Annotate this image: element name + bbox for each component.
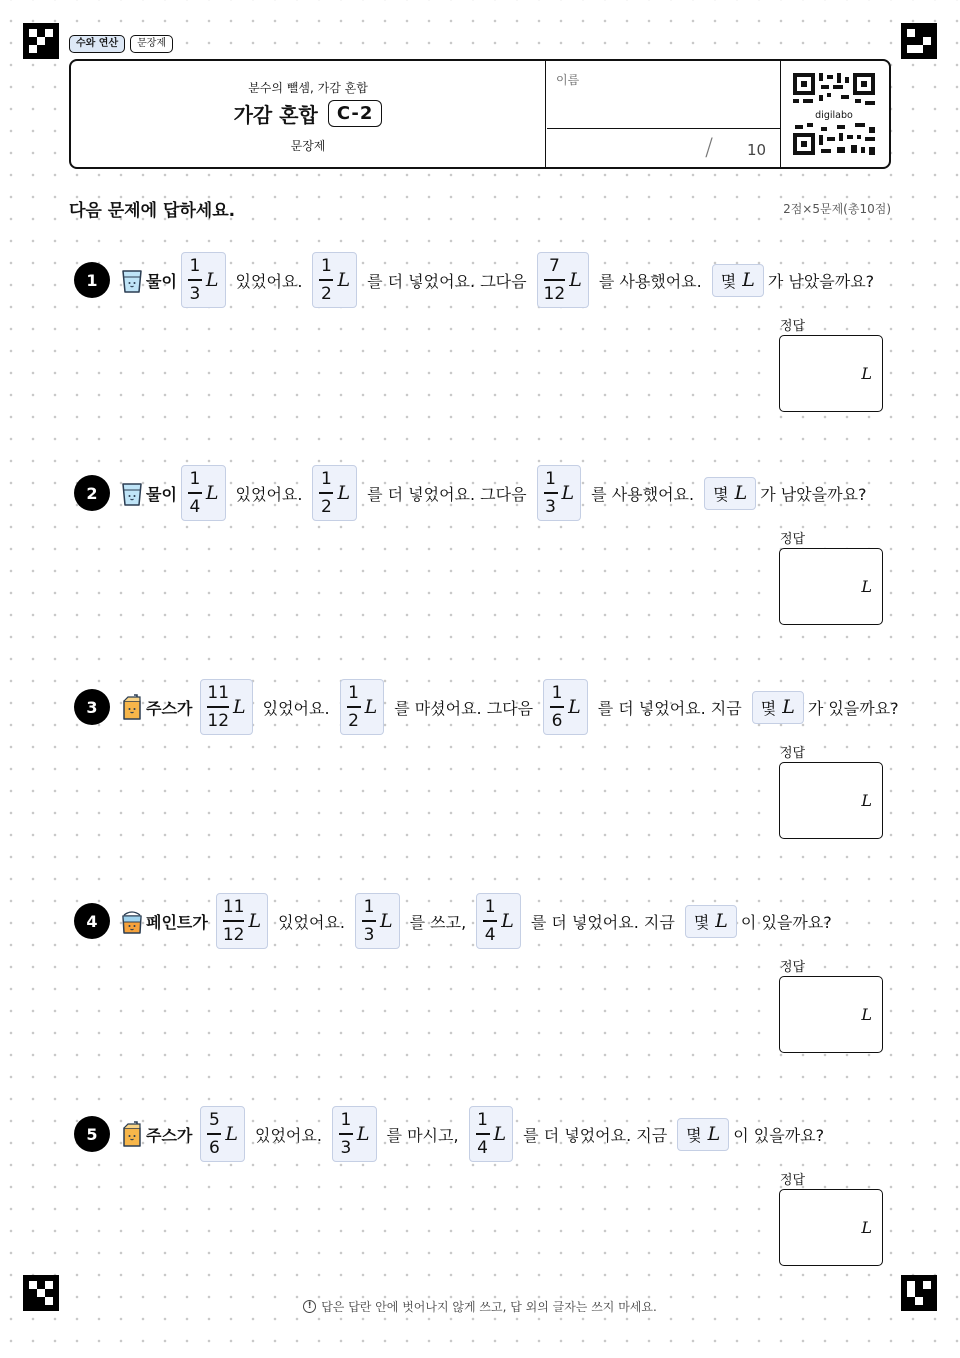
answer-label: 정답 bbox=[780, 532, 806, 547]
numerator: 1 bbox=[363, 897, 375, 918]
score-field[interactable] bbox=[547, 129, 781, 167]
question-end: 가 남았을까요? bbox=[767, 271, 875, 291]
question-3 bbox=[74, 677, 899, 737]
score-total: 10 bbox=[747, 141, 767, 159]
name-label: 이름 bbox=[556, 73, 580, 87]
how-much-chip bbox=[677, 1118, 729, 1151]
answer-label: 정답 bbox=[780, 319, 806, 334]
answer-unit: L bbox=[861, 1005, 872, 1024]
unit-label: L bbox=[356, 1123, 370, 1145]
worksheet-header bbox=[69, 59, 891, 169]
worksheet-title: 가감 혼합 bbox=[233, 103, 318, 127]
question-subject: 페인트가 bbox=[146, 912, 208, 932]
numerator: 1 bbox=[484, 897, 496, 918]
score-slash: / bbox=[705, 133, 714, 161]
juice-box-icon bbox=[120, 693, 144, 721]
unit-label: L bbox=[337, 269, 351, 291]
answer-box[interactable] bbox=[779, 335, 883, 412]
numerator: 1 bbox=[551, 683, 563, 704]
denominator: 6 bbox=[208, 1137, 220, 1158]
denominator: 4 bbox=[477, 1137, 488, 1158]
answer-unit: L bbox=[861, 364, 872, 383]
unit-label: L bbox=[782, 696, 795, 718]
answer-label: 정답 bbox=[780, 746, 806, 761]
answer-box[interactable] bbox=[779, 762, 883, 839]
how-much-chip bbox=[704, 477, 756, 510]
denominator: 4 bbox=[189, 496, 201, 517]
question-1 bbox=[74, 250, 874, 310]
fraction-chip bbox=[355, 893, 400, 949]
question-number: 5 bbox=[74, 1116, 110, 1152]
qr-label: digilabo bbox=[815, 110, 853, 121]
tag-list bbox=[69, 35, 173, 53]
denominator: 2 bbox=[348, 710, 359, 731]
ask-word: 몇 bbox=[693, 912, 710, 932]
question-text: 를 사용했어요. bbox=[591, 484, 695, 504]
denominator: 3 bbox=[363, 924, 375, 945]
question-number: 1 bbox=[74, 262, 110, 298]
unit-label: L bbox=[715, 910, 728, 932]
question-text: 를 마셨어요. 그다음 bbox=[394, 698, 534, 718]
question-number: 2 bbox=[74, 475, 110, 511]
denominator: 6 bbox=[551, 710, 563, 731]
worksheet-subtitle: 분수의 뺄셈, 가감 혼합 bbox=[248, 81, 368, 95]
question-subject: 주스가 bbox=[146, 698, 193, 718]
fraction-chip bbox=[200, 679, 252, 735]
unit-label: L bbox=[707, 1123, 721, 1145]
question-subject: 물이 bbox=[146, 271, 177, 291]
numerator: 1 bbox=[477, 1110, 488, 1131]
unit-label: L bbox=[569, 269, 582, 291]
unit-label: L bbox=[561, 482, 575, 504]
question-text: 있었어요. bbox=[262, 698, 330, 718]
type-tag: 문장제 bbox=[130, 35, 173, 53]
denominator: 3 bbox=[545, 496, 556, 517]
denominator: 3 bbox=[340, 1137, 352, 1158]
numerator: 1 bbox=[321, 469, 332, 490]
denominator: 2 bbox=[321, 283, 332, 304]
numerator: 1 bbox=[340, 1110, 352, 1131]
numerator: 7 bbox=[548, 256, 560, 277]
fraction-chip bbox=[312, 252, 357, 308]
question-subject: 주스가 bbox=[146, 1125, 193, 1145]
numerator: 5 bbox=[208, 1110, 220, 1131]
unit-label: L bbox=[742, 269, 755, 291]
fraction-chip bbox=[181, 465, 226, 521]
fraction-chip bbox=[332, 1106, 377, 1162]
denominator: 12 bbox=[207, 710, 230, 731]
answer-label: 정답 bbox=[780, 1173, 806, 1188]
question-end: 이 있을까요? bbox=[740, 912, 832, 932]
title-block bbox=[71, 61, 546, 167]
answer-box[interactable] bbox=[779, 548, 883, 625]
question-text: 를 더 넣었어요. 지금 bbox=[530, 912, 675, 932]
corner-marker-top-right bbox=[901, 23, 937, 59]
paint-can-icon bbox=[120, 907, 144, 935]
how-much-chip bbox=[712, 264, 764, 297]
denominator: 3 bbox=[189, 283, 201, 304]
numerator: 11 bbox=[222, 897, 245, 918]
answer-unit: L bbox=[861, 577, 872, 596]
footer-note bbox=[0, 1298, 960, 1315]
question-text: 있었어요. bbox=[278, 912, 346, 932]
question-5 bbox=[74, 1104, 824, 1164]
denominator: 4 bbox=[484, 924, 496, 945]
answer-unit: L bbox=[861, 1218, 872, 1237]
unit-label: L bbox=[501, 910, 514, 932]
question-text: 를 더 넣었어요. 그다음 bbox=[367, 484, 527, 504]
question-text: 를 더 넣었어요. 지금 bbox=[597, 698, 742, 718]
name-field[interactable] bbox=[547, 61, 781, 129]
fraction-chip bbox=[537, 465, 582, 521]
unit-label: L bbox=[380, 910, 393, 932]
question-subject: 물이 bbox=[146, 484, 177, 504]
question-2 bbox=[74, 463, 867, 523]
unit-label: L bbox=[493, 1123, 507, 1145]
ask-word: 몇 bbox=[713, 484, 729, 504]
points-info: 2점×5문제(총10점) bbox=[783, 202, 891, 216]
fraction-chip bbox=[543, 679, 588, 735]
question-4 bbox=[74, 891, 832, 951]
fraction-chip bbox=[340, 679, 385, 735]
question-end: 가 있을까요? bbox=[807, 698, 899, 718]
how-much-chip bbox=[685, 905, 737, 938]
answer-box[interactable] bbox=[779, 1189, 883, 1266]
qr-code-icon bbox=[791, 71, 877, 157]
worksheet-code: C-2 bbox=[328, 100, 383, 127]
numerator: 1 bbox=[189, 256, 201, 277]
unit-label: L bbox=[568, 696, 581, 718]
corner-marker-top-left bbox=[23, 23, 59, 59]
unit-label: L bbox=[337, 482, 351, 504]
answer-box[interactable] bbox=[779, 976, 883, 1053]
water-cup-icon bbox=[120, 266, 144, 294]
ask-word: 몇 bbox=[720, 271, 737, 291]
fraction-chip bbox=[476, 893, 521, 949]
unit-label: L bbox=[248, 910, 262, 932]
question-end: 이 있을까요? bbox=[733, 1125, 825, 1145]
worksheet-type: 문장제 bbox=[290, 139, 326, 153]
fraction-chip bbox=[537, 252, 589, 308]
unit-label: L bbox=[233, 696, 246, 718]
ask-word: 몇 bbox=[686, 1125, 702, 1145]
denominator: 12 bbox=[222, 924, 245, 945]
answer-unit: L bbox=[861, 791, 872, 810]
info-icon: ! bbox=[303, 1300, 316, 1313]
question-text: 있었어요. bbox=[235, 271, 303, 291]
numerator: 1 bbox=[545, 469, 556, 490]
numerator: 1 bbox=[189, 469, 201, 490]
water-cup-icon bbox=[120, 479, 144, 507]
numerator: 11 bbox=[207, 683, 230, 704]
denominator: 2 bbox=[321, 496, 332, 517]
unit-label: L bbox=[205, 269, 219, 291]
unit-label: L bbox=[364, 696, 378, 718]
question-text: 를 더 넣었어요. 지금 bbox=[523, 1125, 668, 1145]
ask-word: 몇 bbox=[760, 698, 777, 718]
question-text: 를 사용했어요. bbox=[598, 271, 702, 291]
question-text: 있었어요. bbox=[255, 1125, 322, 1145]
question-text: 있었어요. bbox=[235, 484, 303, 504]
instruction: 다음 문제에 답하세요. bbox=[69, 201, 236, 221]
category-tag: 수와 연산 bbox=[69, 35, 125, 53]
fraction-chip bbox=[312, 465, 357, 521]
denominator: 12 bbox=[543, 283, 566, 304]
question-number: 3 bbox=[74, 689, 110, 725]
fraction-chip bbox=[181, 252, 226, 308]
question-number: 4 bbox=[74, 903, 110, 939]
answer-label: 정답 bbox=[780, 960, 806, 975]
fraction-chip bbox=[216, 893, 268, 949]
unit-label: L bbox=[225, 1123, 238, 1145]
question-text: 를 더 넣었어요. 그다음 bbox=[367, 271, 527, 291]
question-text: 를 마시고, bbox=[386, 1125, 459, 1145]
how-much-chip bbox=[752, 691, 804, 724]
unit-label: L bbox=[734, 482, 748, 504]
question-end: 가 남았을까요? bbox=[760, 484, 867, 504]
juice-box-icon bbox=[120, 1120, 144, 1148]
numerator: 1 bbox=[321, 256, 332, 277]
fraction-chip bbox=[469, 1106, 514, 1162]
question-text: 를 쓰고, bbox=[409, 912, 467, 932]
footer-text: 답은 답란 안에 벗어나지 않게 쓰고, 답 외의 글자는 쓰지 마세요. bbox=[321, 1300, 657, 1314]
unit-label: L bbox=[205, 482, 219, 504]
numerator: 1 bbox=[348, 683, 359, 704]
fraction-chip bbox=[200, 1106, 245, 1162]
